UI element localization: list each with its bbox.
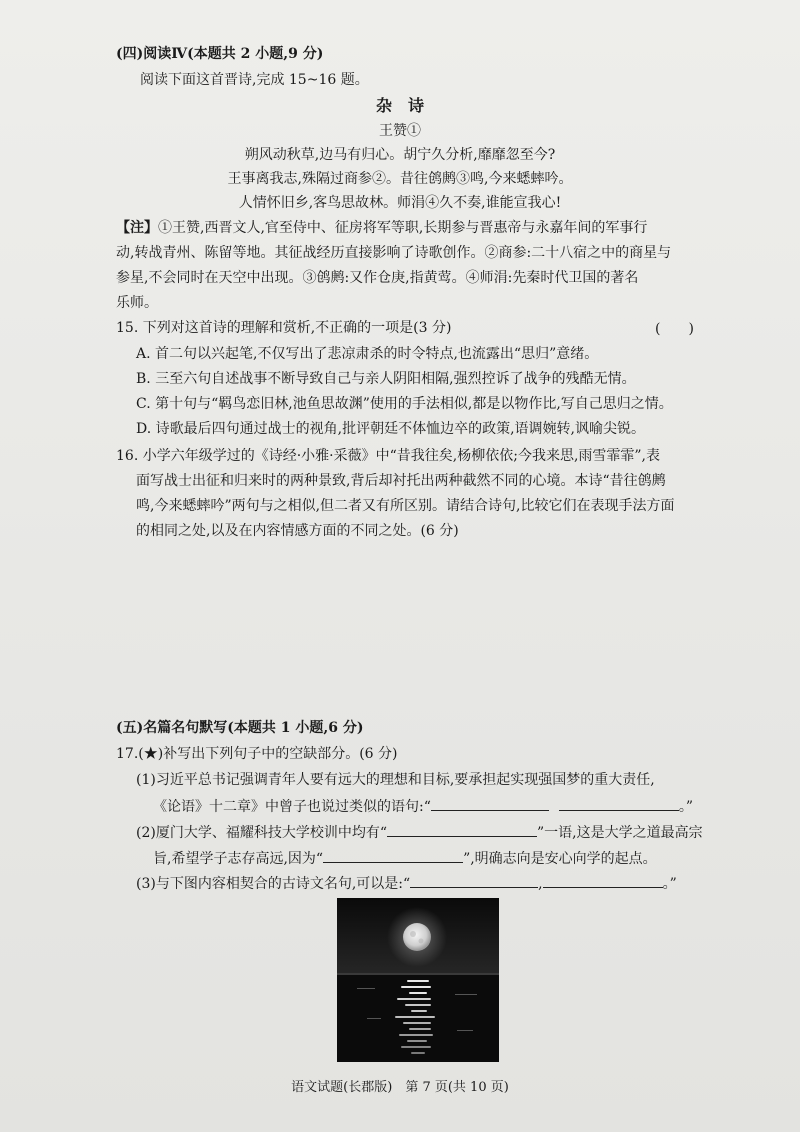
answer-area[interactable] [116, 548, 696, 708]
poem-line: 人情怀旧乡,客鸟思故林。师涓④久不奏,谁能宣我心! [238, 195, 562, 211]
q17-item3 [136, 873, 677, 894]
poem-author: 王赞① [379, 123, 421, 139]
section-intro: 阅读下面这首晋诗,完成 15~16 题。 [140, 72, 369, 88]
option-a: A. 首二句以兴起笔,不仅写出了悲凉肃杀的时令特点,也流露出“思归”意绪。 [136, 346, 599, 362]
moon-over-sea-image [337, 898, 499, 1062]
q17-item3-mid: , [538, 876, 543, 892]
question-17-stem: 17.(★)补写出下列句子中的空缺部分。(6 分) [116, 746, 398, 762]
q17-item3-suffix: 。” [662, 876, 677, 892]
question-16-line: 鸣,今来蟋蟀吟”两句与之相似,但二者又有所区别。请结合诗句,比较它们在表现手法方面 [136, 498, 675, 514]
note-line: 参星,不会同时在天空中出现。③鸧鹒:又作仓庚,指黄莺。④师涓:先秦时代卫国的著名 [116, 270, 639, 286]
q17-item2-suffix2: ”,明确志向是安心向学的起点。 [463, 851, 657, 867]
answer-paren[interactable]: ( ) [655, 321, 694, 337]
question-16-line: 的相同之处,以及在内容情感方面的不同之处。(6 分) [136, 523, 459, 539]
note-line: 乐师。 [116, 295, 158, 311]
note-line [116, 218, 647, 238]
fill-blank[interactable] [410, 873, 538, 888]
option-d: D. 诗歌最后四句通过战士的视角,批评朝廷不体恤边卒的政策,语调婉转,讽喻尖锐。 [136, 421, 645, 437]
section-heading: (四)阅读Ⅳ(本题共 2 小题,9 分) [116, 46, 324, 62]
q17-item1-prefix: 《论语》十二章》中曾子也说过类似的语句:“ [153, 799, 431, 815]
q17-item2-line2 [153, 848, 657, 869]
poem-line: 王事离我志,殊隔过商参②。昔往鸧鹒③鸣,今来蟋蟀吟。 [227, 171, 573, 187]
page-footer: 语文试题(长郡版) 第 7 页(共 10 页) [291, 1080, 509, 1095]
fill-blank[interactable] [431, 796, 549, 811]
note-label: 【注】 [116, 220, 158, 236]
fill-blank[interactable] [559, 796, 679, 811]
note-text: ①王赞,西晋文人,官至侍中、征房将军等职,长期参与晋惠帝与永嘉年间的军事行 [158, 220, 648, 236]
option-c: C. 第十句与“羁鸟恋旧林,池鱼思故渊”使用的手法相似,都是以物作比,写自己思归之情。 [136, 396, 673, 412]
poem-line: 朔风动秋草,边马有归心。胡宁久分析,靡靡忽至今? [244, 147, 556, 163]
q17-item2-line1 [136, 822, 703, 843]
fill-blank[interactable] [387, 822, 537, 837]
fill-blank[interactable] [543, 873, 663, 888]
q17-item1-line2 [153, 796, 693, 817]
poem-title: 杂 诗 [375, 96, 424, 115]
section-heading: (五)名篇名句默写(本题共 1 小题,6 分) [116, 720, 364, 736]
q17-item1-line1: (1)习近平总书记强调青年人要有远大的理想和目标,要承担起实现强国梦的重大责任, [136, 772, 655, 788]
note-line: 动,转战青州、陈留等地。其征战经历直接影响了诗歌创作。②商参:二十八宿之中的商星与 [116, 245, 672, 261]
q17-item2-suffix: ”一语,这是大学之道最高宗 [537, 825, 703, 841]
question-15-stem: 15. 下列对这首诗的理解和赏析,不正确的一项是(3 分) [116, 320, 452, 336]
fill-blank[interactable] [323, 848, 463, 863]
question-16-line: 面写战士出征和归来时的两种景致,背后却衬托出两种截然不同的心境。本诗“昔往鸧鹒 [136, 473, 666, 489]
q17-item1-suffix: 。” [678, 799, 694, 815]
question-16-line: 16. 小学六年级学过的《诗经·小雅·采薇》中“昔我往矣,杨柳依依;今我来思,雨雪霏霏”,表 [116, 448, 660, 464]
option-b: B. 三至六句自述战事不断导致自己与亲人阴阳相隔,强烈控诉了战争的残酷无情。 [136, 371, 636, 387]
moon-over-sea-illustration [337, 898, 499, 1062]
q17-item2-prefix: (2)厦门大学、福耀科技大学校训中均有“ [136, 825, 387, 841]
q17-item2-prefix2: 旨,希望学子志存高远,因为“ [153, 851, 324, 867]
q17-item3-prefix: (3)与下图内容相契合的古诗文名句,可以是:“ [136, 876, 411, 892]
